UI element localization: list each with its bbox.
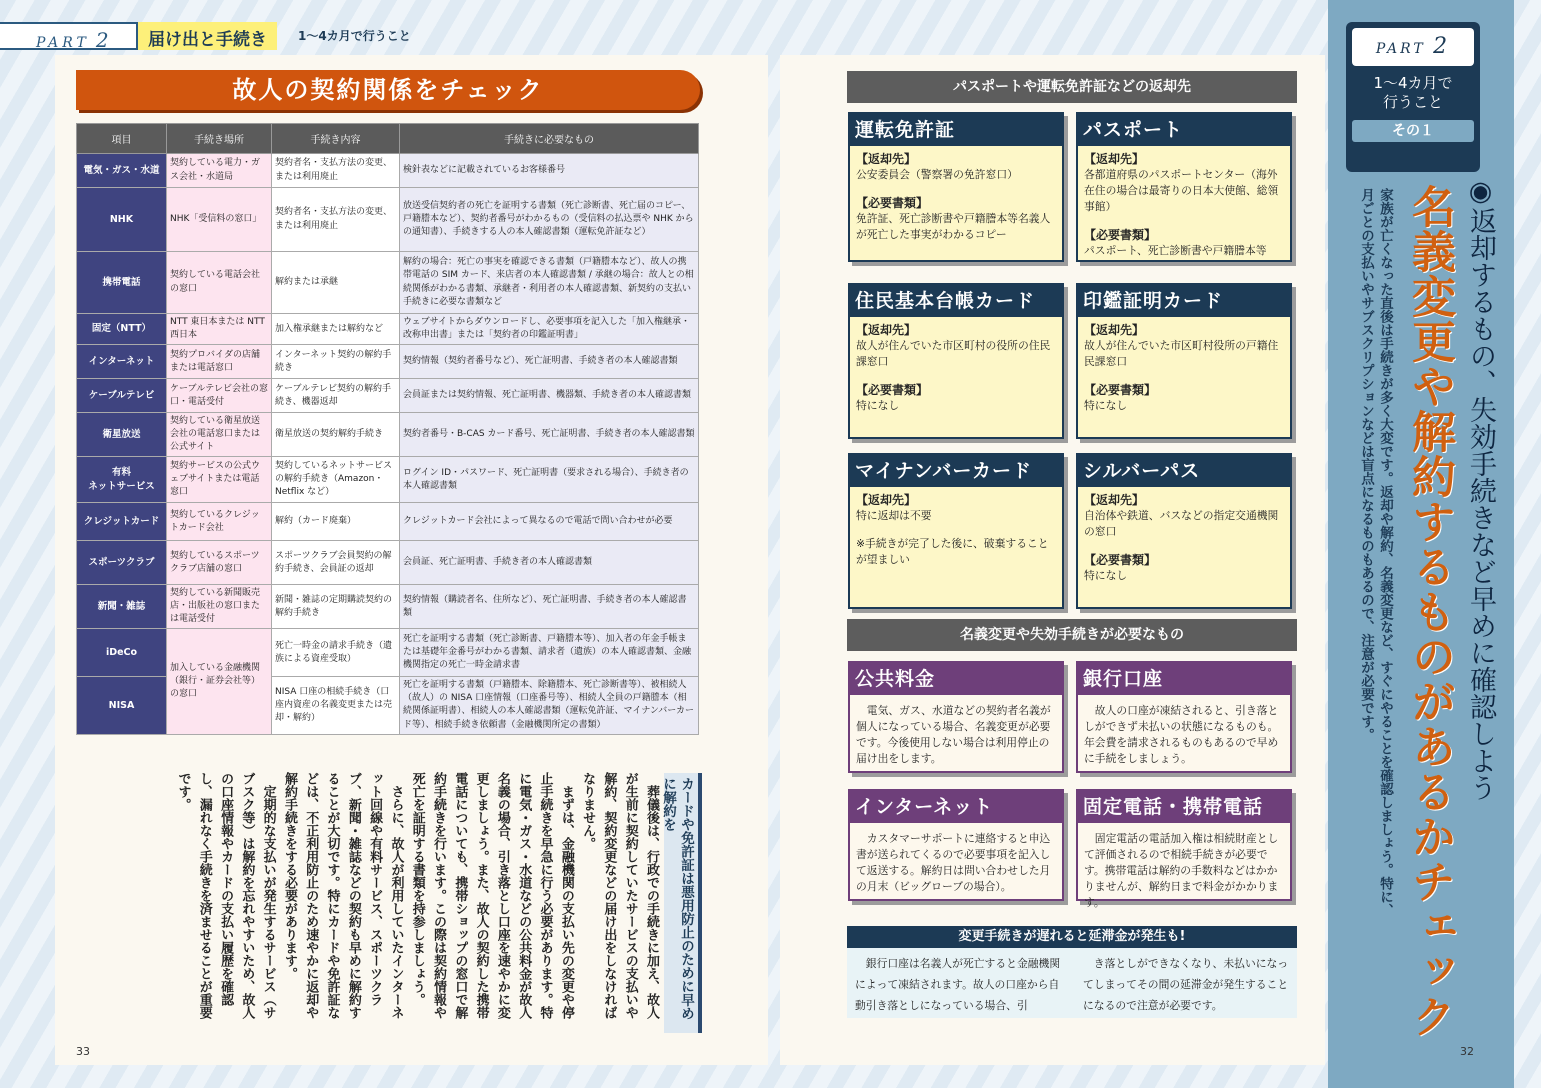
part-label: PART 2 (0, 22, 138, 50)
change-card (848, 661, 1064, 773)
card-title: シルバーパス (1078, 455, 1290, 487)
side-title: 名義変更や解約するものがあるかチェック (1404, 184, 1455, 1039)
return-card (1076, 453, 1292, 609)
card-text: 故人が住んでいた市区町村役所の戸籍住民課窓口 (1084, 339, 1279, 368)
return-card (848, 112, 1064, 262)
warning-title: 変更手続きが遅れると延滞金が発生も! (847, 926, 1297, 948)
card-key: 【返却先】 (1084, 493, 1145, 507)
table-row (77, 503, 699, 541)
return-card (1076, 112, 1292, 262)
table-row (77, 413, 699, 457)
table-cell: ウェブサイトからダウンロードし、必要事項を記入した「加入権継承・改称申出書」または「契約者の印鑑証明書」 (400, 314, 699, 345)
table-cell: 契約者名・支払方法の変更、または利用廃止 (272, 154, 400, 188)
table-cell: ケーブルテレビ会社の窓口・電話受付 (167, 379, 272, 413)
table-cell: 新聞・雑誌 (77, 585, 167, 629)
table-row (77, 154, 699, 188)
table-cell: 契約者番号・B-CAS カード番号、死亡証明書、手続き者の本人確認書類 (400, 413, 699, 457)
return-card (1076, 283, 1292, 439)
card-text: ※手続きが完了した後に、破棄することが望ましい (856, 537, 1049, 566)
table-cell: 契約サービスの公式ウェブサイトまたは電話窓口 (167, 457, 272, 503)
table-cell: 検針表などに記載されているお客様番号 (400, 154, 699, 188)
table-cell: 会員証、死亡証明書、手続き者の本人確認書類 (400, 541, 699, 585)
table-cell: NTT 東日本または NTT 西日本 (167, 314, 272, 345)
card-title: 公共料金 (850, 663, 1062, 695)
table-cell: 契約している電力・ガス会社・水道局 (167, 154, 272, 188)
column-side-heading: カードや免許証は悪用防止のために早めに解約を (664, 773, 702, 1033)
table-cell: ログイン ID・パスワード、死亡証明書（要求される場合）、手続き者の本人確認書類 (400, 457, 699, 503)
page-number-left: 33 (76, 1045, 90, 1058)
page-number-right: 32 (1460, 1045, 1474, 1058)
table-cell: 加入している金融機関（銀行・証券会社等）の窓口 (167, 629, 272, 734)
contract-table (76, 123, 699, 735)
table-cell: スポーツクラブ (77, 541, 167, 585)
table-cell: 契約情報（購読者名、住所など）、死亡証明書、手続き者の本人確認書類 (400, 585, 699, 629)
left-column-text (70, 772, 662, 1022)
header-title: 届け出と手続き (138, 22, 277, 50)
card-text: 特になし (1084, 399, 1128, 412)
table-cell: ケーブルテレビ契約の解約手続き、機器返却 (272, 379, 400, 413)
card-key: 【返却先】 (856, 323, 917, 337)
card-title: パスポート (1078, 114, 1290, 146)
card-title: 固定電話・携帯電話 (1078, 791, 1290, 823)
table-cell: NISA (77, 677, 167, 734)
table-cell: NISA 口座の相続手続き（口座内資産の名義変更または売却・解約） (272, 677, 400, 734)
card-key: 【必要書類】 (1084, 383, 1157, 397)
card-key: 【返却先】 (856, 493, 917, 507)
table-cell: 固定（NTT） (77, 314, 167, 345)
table-cell: 新聞・雑誌の定期購読契約の解約手続き (272, 585, 400, 629)
card-key: 【必要書類】 (856, 383, 929, 397)
side-subtitle: ◉返却するもの、失効手続きなど早めに確認しよう (1465, 176, 1496, 801)
part-box-sub: 1～4カ月で 行うこと (1373, 74, 1453, 111)
table-cell: クレジットカード (77, 503, 167, 541)
table-cell: 放送受信契約者の死亡を証明する書類（死亡診断書、死亡届のコピー、戸籍謄本など）、契約者番号がわかるもの（受信料の払込票や NHK からの通知書）、手続きする人の本人確認書類（運転免許証など） (400, 188, 699, 252)
part-box (1346, 22, 1480, 172)
card-text: 自治体や鉄道、バスなどの指定交通機関の窓口 (1084, 509, 1279, 538)
paragraph: 定期的な支払いが発生するサービス（サブスク等）は解約を忘れやすいため、故人の口座情報やカードの支払い履歴を確認し、漏れなく手続きを済ませることが重要です。 (175, 772, 276, 1019)
paragraph: さらに、故人が利用していたインターネット回線や有料サービス、スポーツクラブ、新聞・雑誌などの契約も早めに解約することが大切です。特にカードや免許証などは、不正利用防止のため速やかに返却や解約手続きをする必要があります。 (281, 772, 404, 1019)
table-cell: クレジットカード会社によって異なるので電話で問い合わせが必要 (400, 503, 699, 541)
warning-text-right: き落としができなくなり、未払いになってしまってその間の延滞金が発生することになるので注意が必要です。 (1083, 957, 1289, 1012)
table-cell: スポーツクラブ会員契約の解約手続き、会員証の返却 (272, 541, 400, 585)
table-cell: インターネット契約の解約手続き (272, 345, 400, 379)
paragraph: 葬儀後は、行政での手続きに加え、故人が生前に契約していたサービスの支払いや解約、契約変更などの届け出をしなければなりません。 (580, 772, 659, 1019)
table-header: 項目 (77, 124, 167, 154)
card-text: パスポート、死亡診断書や戸籍謄本等 (1084, 244, 1267, 257)
card-text: カスタマーサポートに連絡すると申込書が送られてくるので必要事項を記入して返送する。解約日は問い合わせした月の月末（ビッグローブの場合）。 (856, 832, 1051, 893)
table-cell: NHK (77, 188, 167, 252)
table-row (77, 379, 699, 413)
card-text: 電気、ガス、水道などの契約者名義が個人になっている場合、名義変更が必要です。今後使用しない場合は利用停止の届け出をします。 (856, 704, 1051, 765)
change-section-band: 名義変更や失効手続きが必要なもの (847, 619, 1297, 651)
card-key: 【返却先】 (856, 152, 917, 166)
card-title: 住民基本台帳カード (850, 285, 1062, 317)
table-row (77, 314, 699, 345)
table-cell: 解約（カード廃棄） (272, 503, 400, 541)
side-description: 家族が亡くなった直後は手続きが多く大変です。返却や解約、名義変更など、すぐにやることを確認しましょう。特に、月ごとの支払いやサブスクリプションなどは盲点になるものもあるので、注意が必要です。 (1358, 188, 1393, 917)
card-text: 特になし (856, 399, 900, 412)
table-cell: 契約情報（契約者番号など）、死亡証明書、手続き者の本人確認書類 (400, 345, 699, 379)
table-cell: 死亡一時金の請求手続き（遺族による資産受取） (272, 629, 400, 677)
part-box-number: その１ (1352, 120, 1474, 142)
table-cell: 死亡を証明する書類（死亡診断書、戸籍謄本等）、加入者の年金手帳または基礎年金番号がわかる書類、請求者（遺族）の本人確認書類、金融機関指定の死亡一時金請求書 (400, 629, 699, 677)
paragraph: まずは、金融機関の支払い先の変更や停止手続きを早急に行う必要があります。特に電気・ガス・水道などの公共料金が故人名義の場合、引き落とし口座を速やかに変更しましょう。また、故人の契約した携帯電話についても、携帯ショップの窓口で解約手続きを行います。この際は契約情報や死亡を証明する書類を持参しましょう。 (409, 772, 574, 1019)
header-subtitle: 1～4カ月で行うこと (298, 29, 411, 43)
table-cell: 契約しているクレジットカード会社 (167, 503, 272, 541)
table-row (77, 345, 699, 379)
table-cell: 契約している新聞販売店・出版社の窓口または電話受付 (167, 585, 272, 629)
return-section-band: パスポートや運転免許証などの返却先 (847, 71, 1297, 103)
table-header: 手続きに必要なもの (400, 124, 699, 154)
return-card (848, 453, 1064, 609)
card-key: 【必要書類】 (1084, 228, 1157, 242)
table-cell: インターネット (77, 345, 167, 379)
card-title: 印鑑証明カード (1078, 285, 1290, 317)
change-card (1076, 661, 1292, 773)
table-row (77, 188, 699, 252)
table-cell: 加入権承継または解約など (272, 314, 400, 345)
warning-text-left: 銀行口座は名義人が死亡すると金融機関によって凍結されます。故人の口座から自動引き落としになっている場合、引 (855, 957, 1061, 1012)
table-cell: ケーブルテレビ (77, 379, 167, 413)
table-header: 手続き場所 (167, 124, 272, 154)
table-cell: 有料 ネットサービス (77, 457, 167, 503)
table-cell: 契約しているスポーツクラブ店舗の窓口 (167, 541, 272, 585)
table-cell: 解約の場合：死亡の事実を確認できる書類（戸籍謄本など）、故人の携帯電話の SIM カード、来店者の本人確認書類 / 承継の場合：故人との相続関係がわかる書類、承継者・利用者の本人確認書類、新契約の支払い手続きに必要な書類など (400, 252, 699, 314)
table-row (77, 457, 699, 503)
table-cell: iDeCo (77, 629, 167, 677)
table-cell: 死亡を証明する書類（戸籍謄本、除籍謄本、死亡診断書等）、被相続人（故人）の NISA 口座情報（口座番号等）、相続人全員の戸籍謄本（相続関係証明書）、相続人の本人確認書類（運転免許証、マイナンバーカード等）、相続手続き依頼書（金融機関所定の書類） (400, 677, 699, 734)
card-text: 固定電話の電話加入権は相続財産として評価されるので相続手続きが必要です。携帯電話は解約の手数料などはかかりませんが、解約日まで料金がかかります。 (1084, 832, 1279, 909)
table-cell: NHK「受信料の窓口」 (167, 188, 272, 252)
table-cell: 電気・ガス・水道 (77, 154, 167, 188)
card-text: 特に返却は不要 (856, 509, 932, 522)
table-cell: 契約者名・支払方法の変更、または利用廃止 (272, 188, 400, 252)
card-title: マイナンバーカード (850, 455, 1062, 487)
card-text: 各都道府県のパスポートセンター（海外在住の場合は最寄りの日本大使館、総領事館） (1084, 168, 1279, 213)
page-edge (1514, 0, 1541, 1088)
section-title: 故人の契約関係をチェック (76, 70, 700, 110)
table-row (77, 585, 699, 629)
part-box-label: PART 2 (1352, 28, 1474, 66)
table-cell: 契約プロバイダの店舗または電話窓口 (167, 345, 272, 379)
change-card (848, 789, 1064, 901)
card-title: 運転免許証 (850, 114, 1062, 146)
table-row (77, 629, 699, 677)
table-cell: 契約している衛星放送会社の電話窓口または公式サイト (167, 413, 272, 457)
table-cell: 解約または承継 (272, 252, 400, 314)
card-text: 特になし (1084, 569, 1128, 582)
card-title: 銀行口座 (1078, 663, 1290, 695)
card-title: インターネット (850, 791, 1062, 823)
card-key: 【必要書類】 (856, 196, 929, 210)
return-card (848, 283, 1064, 439)
card-text: 公安委員会（警察署の免許窓口） (856, 168, 1018, 181)
card-key: 【必要書類】 (1084, 553, 1157, 567)
card-text: 故人の口座が凍結されると、引き落としができず未払いの状態になるものも。年会費を請求されるものもあるので早めに手続をしましょう。 (1084, 704, 1279, 765)
table-row (77, 252, 699, 314)
table-row (77, 541, 699, 585)
table-header: 手続き内容 (272, 124, 400, 154)
table-cell: 契約しているネットサービスの解約手続き（Amazon・Netflix など） (272, 457, 400, 503)
table-cell: 契約している電話会社の窓口 (167, 252, 272, 314)
table-cell: 衛星放送の契約解約手続き (272, 413, 400, 457)
table-cell: 衛星放送 (77, 413, 167, 457)
card-key: 【返却先】 (1084, 152, 1145, 166)
card-key: 【返却先】 (1084, 323, 1145, 337)
card-text: 免許証、死亡診断書や戸籍謄本等名義人が死亡した事実がわかるコピー (856, 212, 1051, 241)
table-cell: 会員証または契約情報、死亡証明書、機器類、手続き者の本人確認書類 (400, 379, 699, 413)
change-card (1076, 789, 1292, 909)
table-cell: 携帯電話 (77, 252, 167, 314)
card-text: 故人が住んでいた市区町村の役所の住民課窓口 (856, 339, 1051, 368)
table-header-row (77, 124, 699, 154)
